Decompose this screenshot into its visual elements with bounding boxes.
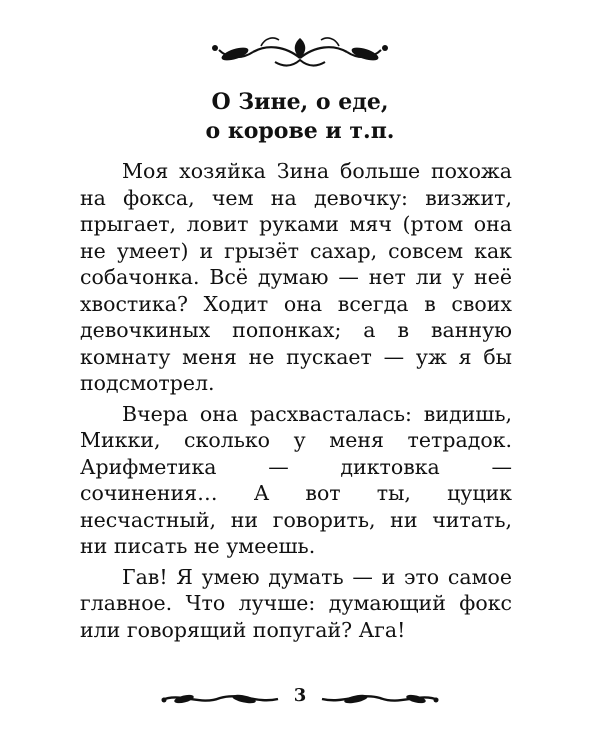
paragraph: Моя хозяйка Зина больше похожа на фокса, чем на девочку: визжит, прыгает, ловит руками мяч (ртом она не умеет) и грызёт сахар, совсем как собачонка. Всё думаю — нет ли у неё хвостика? Ходит она всегда в своих девочкиных попонках; а в ванную комнату меня не пускает — уж я бы подсмотрел. xyxy=(80,159,512,395)
chapter-title-line-2: о корове и т.п. xyxy=(205,118,395,144)
paragraph: Вчера она расхвасталась: видишь, Микки, сколько у меня тетрадок. Арифметика — диктовка — сочинения… А вот ты, цуцик несчастный, ни говорить, ни читать, ни писать не умеешь. xyxy=(80,401,512,558)
floral-ornament-icon xyxy=(205,32,395,74)
chapter-title xyxy=(0,88,600,146)
paragraph: Гав! Я умею думать — и это самое главное. Что лучше: думающий фокс или говорящий попугай? Ага! xyxy=(80,564,512,642)
swirl-ornament-icon xyxy=(320,690,440,708)
page-footer xyxy=(160,684,440,714)
chapter-title-line-1: О Зине, о еде, xyxy=(211,89,389,115)
body-text xyxy=(80,158,512,643)
page-number: 3 xyxy=(293,685,307,706)
